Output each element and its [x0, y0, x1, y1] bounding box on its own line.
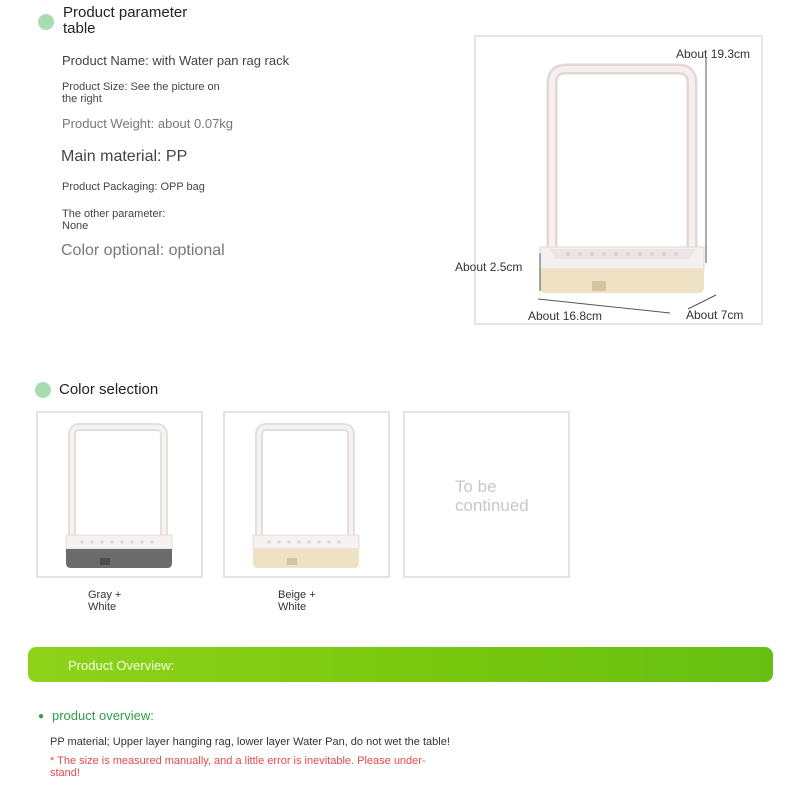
- caption-line2: White: [278, 601, 307, 613]
- param-main-material: Main material: PP: [61, 148, 188, 165]
- placeholder-line2: continued: [455, 496, 529, 515]
- color-option-beige-white[interactable]: [223, 411, 390, 578]
- color-option-beige-white-caption: [278, 589, 316, 613]
- caption-line1: Gray +: [88, 589, 122, 601]
- section-dot-icon: [35, 382, 51, 398]
- caption-line1: Beige +: [278, 589, 316, 601]
- dimension-image: [474, 35, 763, 325]
- gray-water-pan: [66, 549, 172, 568]
- beige-water-pan: [253, 549, 359, 568]
- param-product-name: Product Name: with Water pan rag rack: [62, 53, 290, 68]
- color-option-placeholder: [403, 411, 570, 578]
- param-product-packaging: Product Packaging: OPP bag: [62, 181, 205, 193]
- param-other-line1: The other parameter:: [62, 208, 166, 220]
- param-size-line1: Product Size: See the picture on: [62, 81, 220, 93]
- measurement-note-line2: stand!: [50, 767, 80, 779]
- caption-line2: White: [88, 601, 117, 613]
- dimension-height-label: About 19.3cm: [676, 47, 751, 61]
- bullet-icon: ●: [38, 711, 45, 722]
- rag-rack-dimension-illustration: [476, 37, 761, 323]
- param-product-size: [62, 81, 220, 105]
- param-other: [62, 208, 165, 232]
- dimension-length-label: About 16.8cm: [528, 309, 603, 323]
- param-product-weight: Product Weight: about 0.07kg: [62, 116, 234, 131]
- dimension-depth-label: About 7cm: [686, 308, 744, 322]
- product-overview-banner-title: Product Overview:: [68, 658, 175, 673]
- section-dot-icon: [38, 14, 54, 30]
- product-overview-title: product overview:: [52, 708, 154, 723]
- param-other-line2: None: [62, 220, 89, 232]
- parameter-section-title: [63, 5, 187, 37]
- measurement-note-line1: * The size is measured manually, and a little error is inevitable. Please under-: [50, 755, 426, 767]
- color-section-title: Color selection: [59, 381, 159, 398]
- parameter-title-line2: table: [63, 20, 96, 37]
- beige-white-rack-image: [225, 413, 388, 576]
- placeholder-text: [455, 477, 529, 515]
- color-option-gray-white-caption: [88, 589, 121, 613]
- measurement-note: [50, 755, 440, 779]
- parameter-title-line1: Product parameter: [63, 4, 188, 21]
- product-overview-banner: [28, 647, 773, 682]
- color-option-gray-white[interactable]: [36, 411, 203, 578]
- param-color-optional: Color optional: optional: [61, 242, 225, 259]
- dimension-base-height-label: About 2.5cm: [455, 260, 523, 274]
- placeholder-line1: To be: [455, 477, 497, 496]
- param-size-line2: the right: [62, 93, 102, 105]
- gray-white-rack-image: [38, 413, 201, 576]
- product-overview-description: PP material; Upper layer hanging rag, lower layer Water Pan, do not wet the table!: [50, 736, 450, 748]
